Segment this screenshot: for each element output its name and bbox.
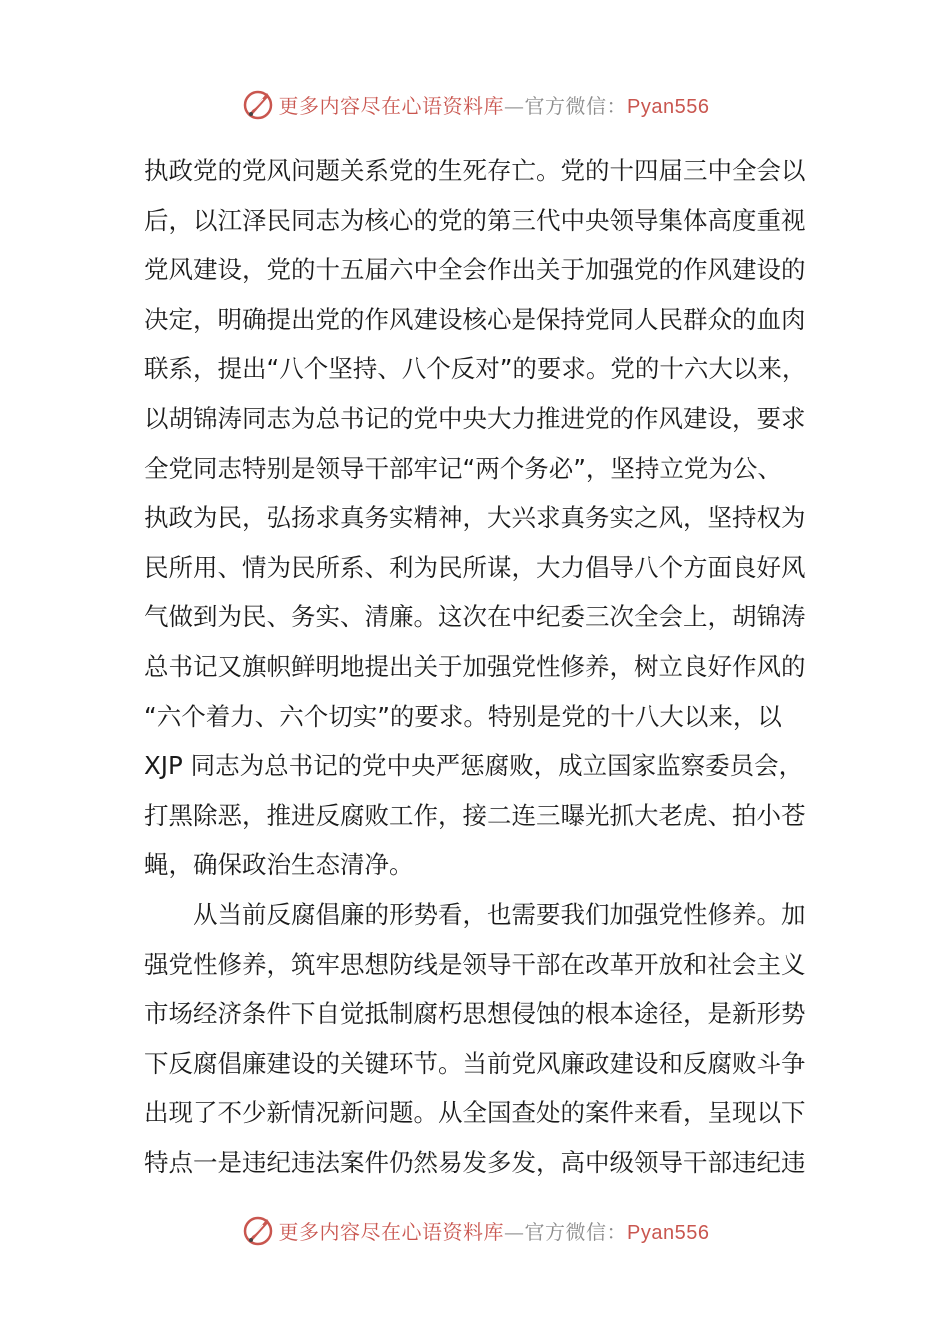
banner-site-name: 更多内容尽在心语资料库 <box>278 93 505 118</box>
text-line: 打黑除恶，推进反腐败工作，接二连三曝光抓大老虎、拍小苍 <box>144 800 806 830</box>
text-line: 从当前反腐倡廉的形势看，也需要我们加强党性修养。加 <box>193 899 806 929</box>
text-line: 下反腐倡廉建设的关键环节。当前党风廉政建设和反腐败斗争 <box>144 1048 806 1078</box>
text-line: 联系，提出“八个坚持、八个反对”的要求。党的十六大以来， <box>144 354 807 384</box>
header-watermark-banner <box>0 84 950 124</box>
banner-dash: — <box>504 93 525 118</box>
text-line: 特点一是违纪违法案件仍然易发多发，高中级领导干部违纪违 <box>144 1147 806 1177</box>
quill-logo-icon <box>241 1213 275 1247</box>
banner-dash: — <box>504 1219 525 1244</box>
banner-wechat-label: 官方微信： <box>524 93 628 118</box>
text-line: 全党同志特别是领导干部牢记“两个务必”，坚持立党为公、 <box>144 453 782 483</box>
text-line: XJP 同志为总书记的党中央严惩腐败，成立国家监察委员会， <box>144 751 804 781</box>
text-line: 后，以江泽民同志为核心的党的第三代中央领导集体高度重视 <box>144 205 806 235</box>
text-line: 气做到为民、务实、清廉。这次在中纪委三次全会上，胡锦涛 <box>144 602 806 632</box>
text-line: 执政为民，弘扬求真务实精神，大兴求真务实之风，坚持权为 <box>144 503 806 533</box>
text-line: 民所用、情为民所系、利为民所谋，大力倡导八个方面良好风 <box>144 552 806 582</box>
text-line: 党风建设，党的十五届六中全会作出关于加强党的作风建设的 <box>144 255 806 285</box>
text-line: 出现了不少新情况新问题。从全国查处的案件来看，呈现以下 <box>144 1098 806 1128</box>
banner-wechat-id: Pyan556 <box>627 95 710 118</box>
paragraph-1 <box>144 146 814 890</box>
quill-logo-icon <box>241 87 275 121</box>
document-body <box>144 146 814 1187</box>
paragraph-2 <box>144 890 814 1188</box>
text-line: 市场经济条件下自觉抵制腐朽思想侵蚀的根本途径，是新形势 <box>144 999 806 1029</box>
banner-site-name: 更多内容尽在心语资料库 <box>278 1219 505 1244</box>
text-line: 蝇，确保政治生态清净。 <box>144 850 414 880</box>
text-line: 强党性修养，筑牢思想防线是领导干部在改革开放和社会主义 <box>144 949 806 979</box>
banner-text <box>279 1216 710 1245</box>
text-line: 以胡锦涛同志为总书记的党中央大力推进党的作风建设，要求 <box>144 403 806 433</box>
banner-text <box>279 90 710 119</box>
text-line: 执政党的党风问题关系党的生死存亡。党的十四届三中全会以 <box>144 156 806 185</box>
banner-wechat-label: 官方微信： <box>524 1219 628 1244</box>
text-line: “六个着力、六个切实”的要求。特别是党的十八大以来，以 <box>144 701 782 731</box>
footer-watermark-banner <box>0 1210 950 1250</box>
banner-wechat-id: Pyan556 <box>627 1221 710 1244</box>
text-line: 决定，明确提出党的作风建设核心是保持党同人民群众的血肉 <box>144 304 806 334</box>
text-line: 总书记又旗帜鲜明地提出关于加强党性修养，树立良好作风的 <box>144 651 806 681</box>
